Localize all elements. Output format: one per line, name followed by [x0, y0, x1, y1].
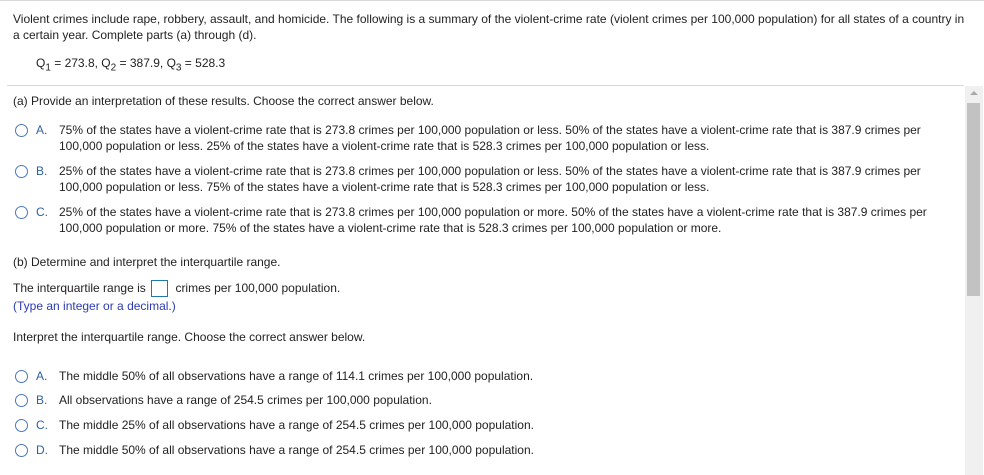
interpret-prompt: Interpret the interquartile range. Choose the correct answer below.: [13, 330, 366, 344]
option-letter: C.: [36, 418, 48, 432]
part-a-prompt: (a) Provide an interpretation of these results. Choose the correct answer below.: [13, 94, 434, 108]
part-b-option-a[interactable]: [13, 368, 953, 384]
scroll-up-arrow-icon[interactable]: [970, 91, 978, 95]
radio-button[interactable]: [15, 394, 28, 407]
part-b-prompt: (b) Determine and interpret the interquartile range.: [13, 255, 281, 269]
part-a-option-b[interactable]: [13, 163, 953, 195]
option-text: The middle 50% of all observations have a range of 114.1 crimes per 100,000 population.: [59, 369, 534, 383]
quartile-summary: $Q_1 = 273.8$, $Q_2 = 387.9$, $Q_3 = 528.3$: [36, 56, 226, 74]
option-text: 25% of the states have a violent-crime rate that is 273.8 crimes per 100,000 population or more. 50% of the states have a violent-crime rate that is 387.9 crimes per 100,000 population or more. 75% of the states have a violent-crime rate that is 528.3 crimes per 100,000 population or more.: [59, 205, 927, 235]
problem-intro: Violent crimes include rape, robbery, assault, and homicide. The following is a summary of the violent-crime rate (violent crimes per 100,000 population) for all states of a country in a certain year. Complete parts (a) through (d).: [13, 12, 965, 42]
iqr-label: The interquartile range is: [13, 281, 146, 295]
option-text: 75% of the states have a violent-crime rate that is 273.8 crimes per 100,000 population or less. 50% of the states have a violent-crime rate that is 387.9 crimes per 100,000 population or less. 25% of the states have a violent-crime rate that is 528.3 crimes per 100,000 population or less.: [59, 123, 921, 153]
option-text: 25% of the states have a violent-crime rate that is 273.8 crimes per 100,000 population or less. 50% of the states have a violent-crime rate that is 387.9 crimes per 100,000 population or less. 75% of the states have a violent-crime rate that is 528.3 crimes per 100,000 population or less.: [59, 164, 921, 194]
option-text: The middle 50% of all observations have a range of 254.5 crimes per 100,000 population.: [59, 443, 534, 457]
radio-button[interactable]: [15, 165, 28, 178]
section-divider: [7, 85, 964, 86]
option-text: The middle 25% of all observations have a range of 254.5 crimes per 100,000 population.: [59, 418, 534, 432]
option-text: All observations have a range of 254.5 crimes per 100,000 population.: [59, 393, 432, 407]
radio-button[interactable]: [15, 124, 28, 137]
part-b-option-d[interactable]: [13, 442, 953, 458]
top-divider: [0, 0, 984, 1]
option-letter: B.: [36, 393, 48, 407]
radio-button[interactable]: [15, 370, 28, 383]
part-a-option-c[interactable]: [13, 204, 953, 236]
option-letter: D.: [36, 443, 48, 457]
part-b-option-c[interactable]: [13, 417, 953, 433]
iqr-sentence: [13, 280, 340, 297]
option-letter: B.: [36, 164, 48, 178]
option-letter: C.: [36, 205, 48, 219]
part-b-option-b[interactable]: [13, 392, 953, 408]
iqr-unit: crimes per 100,000 population.: [175, 281, 341, 295]
option-letter: A.: [36, 369, 48, 383]
radio-button[interactable]: [15, 419, 28, 432]
radio-button[interactable]: [15, 444, 28, 457]
scrollbar-thumb[interactable]: [967, 103, 980, 296]
option-letter: A.: [36, 123, 48, 137]
part-a-option-a[interactable]: [13, 122, 953, 154]
iqr-input[interactable]: [151, 280, 168, 297]
radio-button[interactable]: [15, 206, 28, 219]
input-hint: (Type an integer or a decimal.): [13, 299, 176, 313]
